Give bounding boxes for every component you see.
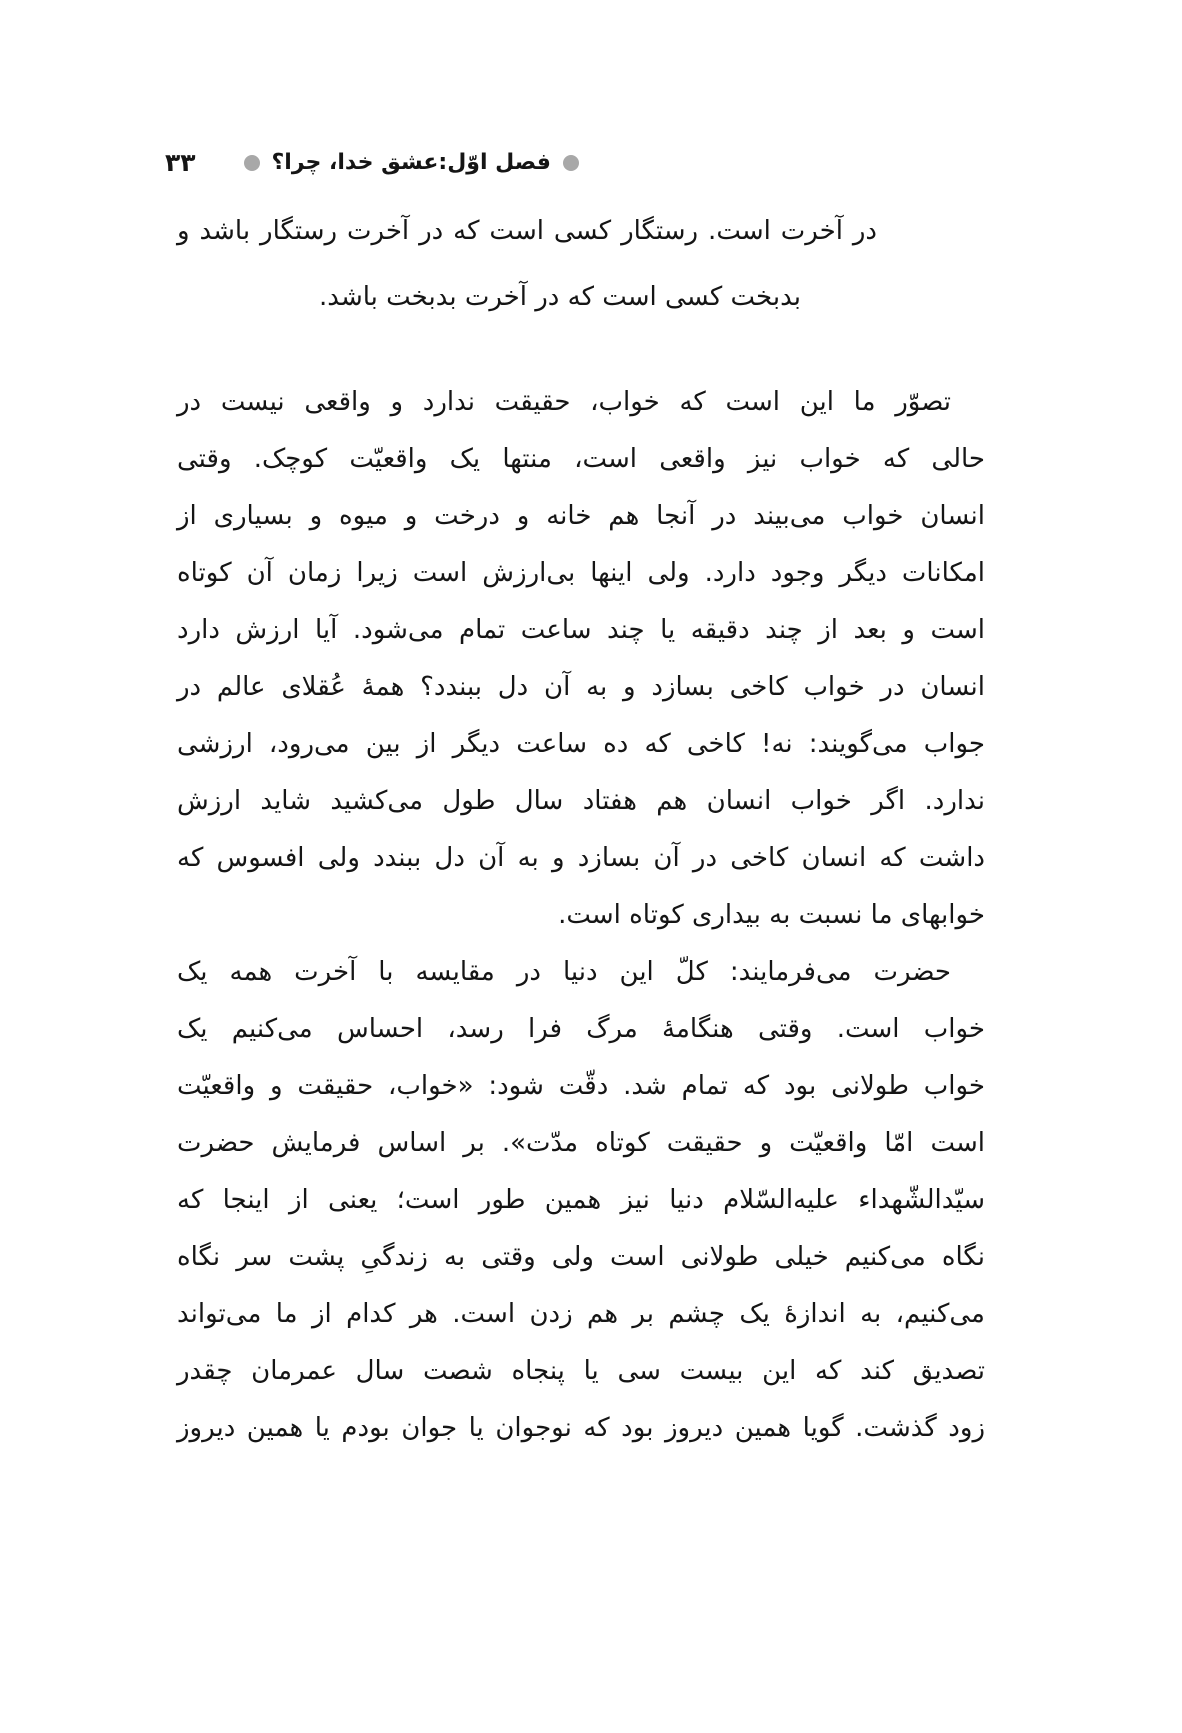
body-line: خوابهای ما نسبت به بیداری کوتاه است. (558, 900, 985, 930)
body-line: زود گذشت. گویا همین دیروز بود که نوجوان یا جوان بودم یا همین دیروز (177, 1413, 985, 1443)
header-bullet-icon (563, 155, 579, 171)
body-line: می‌کنیم، به اندازهٔ یک چشم بر هم زدن است. هر کدام از ما می‌تواند (177, 1299, 985, 1329)
body-line: است و بعد از چند دقیقه یا چند ساعت تمام می‌شود. آیا ارزش دارد (177, 615, 985, 645)
body-line: سیّدالشّهداء علیه‌السّلام دنیا نیز همین طور است؛ یعنی از اینجا که (177, 1185, 985, 1215)
quote-line: در آخرت است. رستگار کسی است که در آخرت رستگار باشد و (177, 216, 877, 246)
quote-block (177, 198, 877, 330)
paragraph (177, 374, 985, 944)
body-line: خواب است. وقتی هنگامهٔ مرگ فرا رسد، احساس می‌کنیم یک (177, 1014, 985, 1044)
body-line: تصدیق کند که این بیست سی یا پنجاه شصت سال عمرمان چقدر (177, 1356, 985, 1386)
chapter-title: فصل اوّل:عشق خدا، چرا؟ (271, 150, 551, 175)
body-line: جواب می‌گویند: نه! کاخی که ده ساعت دیگر از بین می‌رود، ارزشی (177, 729, 985, 759)
body-line: داشت که انسان کاخی در آن بسازد و به آن دل ببندد ولی افسوس که (177, 843, 985, 873)
body-text (177, 374, 985, 1457)
body-line: امکانات دیگر وجود دارد. ولی اینها بی‌ارزش است زیرا زمان آن کوتاه (177, 558, 985, 588)
page-header (165, 148, 579, 177)
paragraph (177, 944, 985, 1457)
body-line: انسان خواب می‌بیند در آنجا هم خانه و درخت و میوه و بسیاری از (177, 501, 985, 531)
header-bullet-icon (244, 155, 260, 171)
body-line: است امّا واقعیّت و حقیقت کوتاه مدّت». بر اساس فرمایش حضرت (177, 1128, 985, 1158)
body-line: حضرت می‌فرمایند: کلّ این دنیا در مقایسه با آخرت همه یک (177, 957, 951, 987)
quote-line: بدبخت کسی است که در آخرت بدبخت باشد. (319, 282, 801, 312)
body-line: ندارد. اگر خواب انسان هم هفتاد سال طول می‌کشید شاید ارزش (177, 786, 985, 816)
body-line: انسان در خواب کاخی بسازد و به آن دل ببندد؟ همهٔ عُقلای عالم در (177, 672, 985, 702)
body-line: نگاه می‌کنیم خیلی طولانی است ولی وقتی به زندگیِ پشت سر نگاه (177, 1242, 985, 1272)
body-line: تصوّر ما این است که خواب، حقیقت ندارد و واقعی نیست در (177, 387, 951, 417)
body-line: حالی که خواب نیز واقعی است، منتها یک واقعیّت کوچک. وقتی (177, 444, 985, 474)
page-number: ۳۳ (165, 148, 196, 177)
body-line: خواب طولانی بود که تمام شد. دقّت شود: «خواب، حقیقت و واقعیّت (177, 1071, 985, 1101)
